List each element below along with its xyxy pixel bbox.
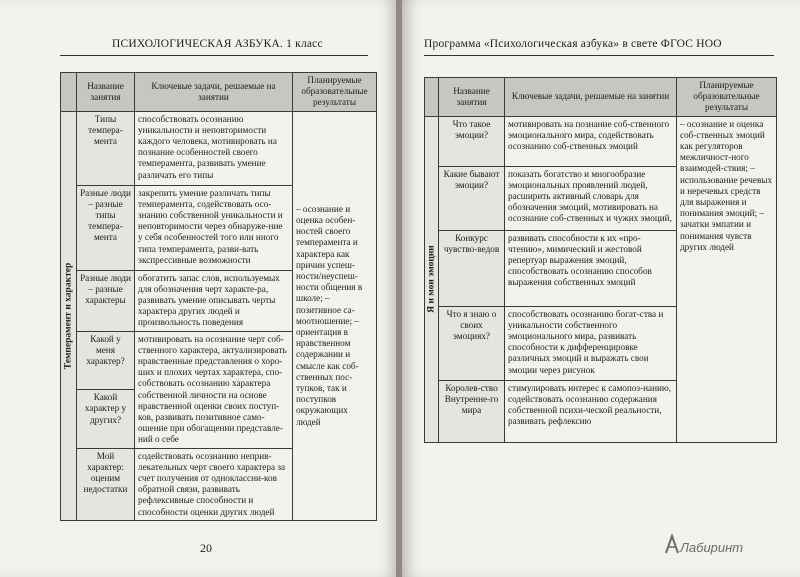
header-spacer	[425, 78, 439, 117]
lesson-tasks: развивать способности к их «про-чтению», мимический и жестовой репертуар выражения эмоций, способствовать осознанию способов выражения собственных эмоций	[505, 230, 677, 306]
header-key-tasks: Ключевые задачи, решаемые на занятии	[135, 73, 293, 112]
running-head: Программа «Психологическая азбука» в свете ФГОС НОО	[424, 38, 722, 50]
table-header-row	[425, 78, 777, 117]
header-results: Планируемые образовательные результаты	[677, 78, 777, 117]
lesson-tasks: способствовать осознанию уникальности и неповторимости каждого человека, мотивировать на познание особенностей своего темперамента, развивать умение различать его типы	[135, 111, 293, 185]
lesson-tasks: содействовать осознанию неприв-лекательных черт своего характера за счет получения от одноклассни-ков обратной связи, развивать рефлексивные способности и способности оценки других людей	[135, 448, 293, 520]
section-cell	[61, 111, 77, 520]
header-lesson-name: Название занятия	[77, 73, 135, 112]
lesson-tasks: показать богатство и многообразие эмоциональных проявлений людей, расширить активный словарь для обозначения эмоций, мотивировать на осознание соб-ственных и чужих эмоций,	[505, 166, 677, 230]
header-rule	[60, 55, 368, 56]
watermark-logo: Лабиринт	[680, 540, 744, 555]
header-key-tasks: Ключевые задачи, решаемые на занятии	[505, 78, 677, 117]
table-row	[61, 111, 377, 185]
lesson-tasks: мотивировать на познание соб-ственного эмоционального мира, содействовать осознанию соб-ственных эмоций	[505, 116, 677, 166]
lesson-tasks: стимулировать интерес к самопоз-нанию, содействовать осознанию содержания собственной психи-ческой реальности, развивать рефлексию	[505, 380, 677, 442]
lesson-name: Какой у меня характер?	[77, 331, 135, 390]
lesson-name: Что я знаю о своих эмоциях?	[439, 306, 505, 380]
lesson-tasks: способствовать осознанию богат-ства и уникальности собственного эмоционального мира, развивать способности к дифференцировке различных эмоций и выражать свои эмоции через рисунок	[505, 306, 677, 380]
lesson-name: Какой характер у других?	[77, 390, 135, 449]
table-row	[425, 116, 777, 166]
lesson-table	[424, 77, 777, 443]
page-number: 20	[200, 541, 212, 555]
header-results: Планируемые образовательные результаты	[293, 73, 377, 112]
lesson-name: Королев-ство Внутренне-го мира	[439, 380, 505, 442]
header-rule	[424, 55, 774, 56]
left-page	[0, 0, 398, 577]
results-cell: – осознание и оценка особен-ностей своего темперамента и характера как причин успеш-ности/неуспеш-ности общения в школе; – позитивное са-моотношение; – ориентация в нравственном содержании и смысле как соб-ственных пос-тупков, так и поступков окружающих людей	[293, 111, 377, 520]
right-page	[402, 0, 800, 577]
running-head: ПСИХОЛОГИЧЕСКАЯ АЗБУКА. 1 класс	[112, 38, 323, 50]
lesson-name: Конкурс чувство-ведов	[439, 230, 505, 306]
lesson-name: Что такое эмоции?	[439, 116, 505, 166]
lesson-name: Разные люди – разные характеры	[77, 270, 135, 331]
header-spacer	[61, 73, 77, 112]
lesson-tasks: мотивировать на осознание черт соб-ственного характера, актуализировать нравственные представления о хоро-ших и плохих чертах характера, спо-собствовать осознанию характера собственной личности на основе нравственной оценки своих поступ-ков, развивать позитивное само-ошение при обогащении представле-ний о себе	[135, 331, 293, 448]
section-cell	[425, 116, 439, 442]
results-cell: – осознание и оценка соб-ственных эмоций как регуляторов межличност-ного взаимодей-ствия; – использование речевых и неречевых средств для выражения и понимания эмоций; – зачатки эмпатии и понимания чувств других людей	[677, 116, 777, 442]
table-header-row	[61, 73, 377, 112]
lesson-name: Разные люди – разные типы темпера-мента	[77, 185, 135, 270]
lesson-name: Какие бывают эмоции?	[439, 166, 505, 230]
lesson-name: Мой характер: оценим недостатки	[77, 448, 135, 520]
lesson-table	[60, 72, 377, 521]
lesson-tasks: закрепить умение различать типы темперамента, содействовать осо-знанию собственной уникальности и неповторимости через обнаруже-ние у себя особенностей того или иного типа темперамента, разви-вать экспрессивные возможности	[135, 185, 293, 270]
header-lesson-name: Название занятия	[439, 78, 505, 117]
section-label: Я и мои эмоции	[425, 245, 436, 313]
section-label: Темперамент и характер	[62, 262, 73, 369]
lesson-name: Типы темпера-мента	[77, 111, 135, 185]
lesson-tasks: обогатить запас слов, используемых для обозначения черт характе-ра, развивать умение описывать черты характера других людей и произвольность поведения	[135, 270, 293, 331]
labyrinth-logo-icon	[664, 533, 680, 555]
